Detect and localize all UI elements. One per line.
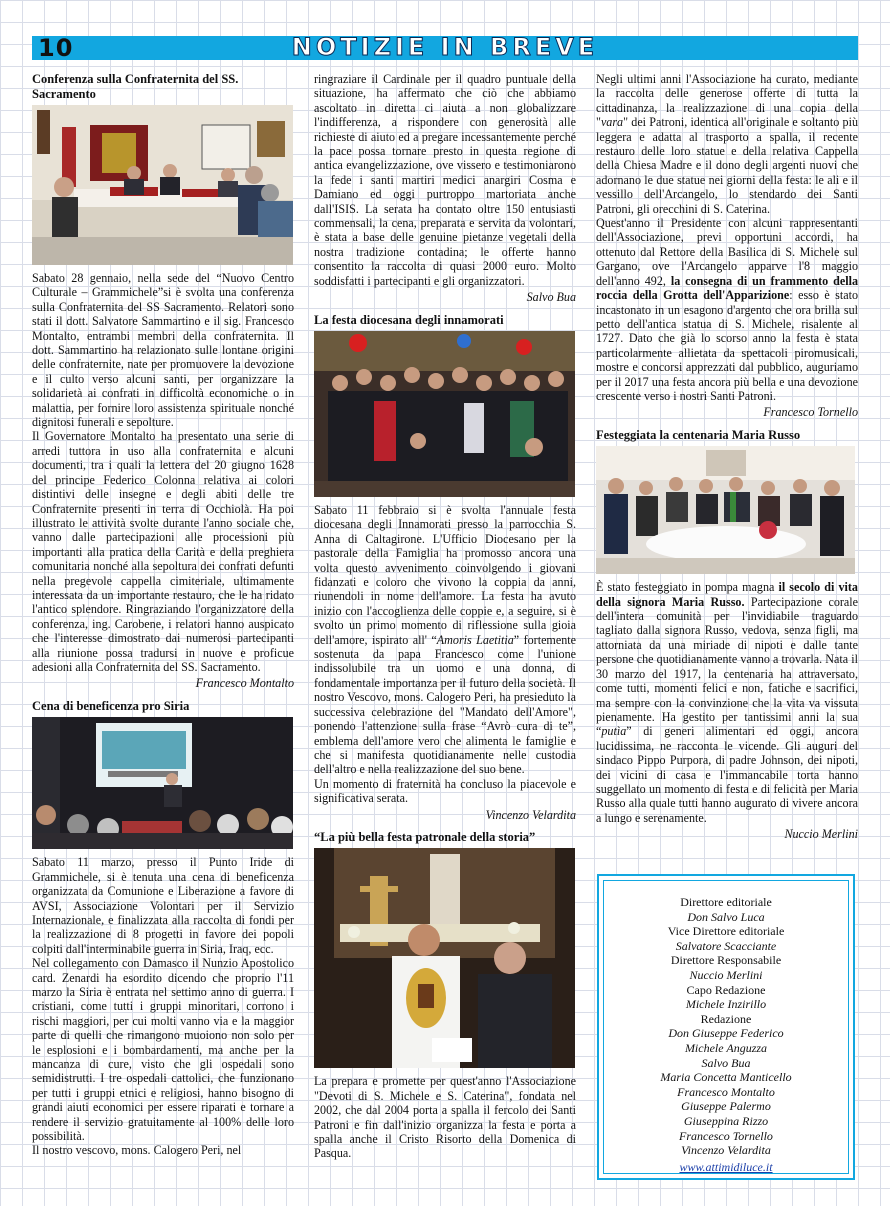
column-middle (314, 72, 576, 1161)
article-body-confraternita (32, 271, 294, 674)
paragraph (314, 503, 576, 777)
article-body-innamorati (314, 503, 576, 806)
editorial-credits-box (597, 874, 855, 1180)
article-title-confraternita: Conferenza sulla Confraternita del SS. Sacramento (32, 72, 239, 101)
page-header (32, 33, 858, 62)
credit-name: Vincenzo Velardita (681, 1143, 771, 1158)
website-link[interactable]: www.attimidiluce.it (679, 1159, 773, 1174)
text-run: Sabato 11 febbraio si è svolta l'annuale festa diocesana degli Innamorati presso la parrocchia S. Anna di Caltagirone. L'Ufficio Diocesano per la pastorale della Famiglia ha promosso ancora una volta questo avvenimento coinvolgendo i giovani fidanzati e coloro che vivono la coppia da anni, riunendoli in nome dell'amore. La festa ha avuto inizio con l'accoglienza delle coppie e, a seguire, si è svolto un primo momento di riflessione sulla gioia dell'amore, ispirato all' “ (314, 503, 576, 647)
credit-name: Salvatore Scacciante (675, 938, 777, 953)
text-run: : esso è stato incastonato in un esagono d'argento che ora brilla sul petto dell'antica statua di S. Michele, risalente al 1727. Dato che già lo scorso anno la festa è stata particolarmente allietata da spettacoli piromusicali, mostre e concorsi apprezzati dal pubblico, auguriamo per il 2017 una festa ancora più bella e una devozione crescente verso i nostri Santi Patroni. (596, 288, 859, 403)
text-run: Quest'anno il Presidente con alcuni rappresentanti dell'Associazione, previ opportuni accordi, ha ottenuto dal Rettore della Basilica di S. Michele sul Gargano, ove l'Arcangelo apparve l'8 maggio dell'anno 492, (596, 216, 858, 288)
column-left (32, 72, 294, 1158)
credit-role: Redazione (700, 1011, 752, 1026)
credit-name: Nuccio Merlini (689, 967, 763, 982)
text-run: Partecipazione corale dell'intera comunità per l'invidiabile traguardo tagliato dalla signora Russo, vedova, senza figli, ma attorniata da una miriade di nipoti e dalle tante persone che quotidianamente vanno a trovarla. Nata il 30 marzo del 1917, la centenaria ha attraversato, come tutti, momenti felici e non, fatiche e sacrifici, ma sempre con la convinzione che la vita va vissuta pienamente. Ha gestito per tantissimi anni la sua “ (596, 594, 858, 739)
paragraph: Il Governatore Montalto ha presentato una serie di arredi tuttora in uso alla confraternita e alcuni documenti, tra i quali la lettera del 20 giugno 1628 del principe Federico Colonna relativa ai colori distintivi delle insegne e degli abiti delle tre Confraternite presenti in terra di Occhiolà. Ha poi illustrato le attività svolte durante l'anno sociale che, vanno dalle partecipazioni alle processioni più importanti alla pratica della Carità e della preghiera comunitaria nonché alla sepoltura dei confrati defunti nella pregevole cappella cimiteriale, ultimamente interessata da un importante restauro, che le ha ridato l'antico splendore. Ringraziando l'organizzatore della conferenza, ing. Carobene, i relatori hanno auspicato che l'interesse dimostrato dai numerosi partecipanti alla riunione possa tradursi in nuove e proficue adesioni alla Confraternita del SS. Sacramento. (32, 429, 294, 674)
credit-role: Direttore Responsabile (670, 953, 782, 968)
article-author-innamorati: Vincenzo Velardita (485, 807, 576, 822)
photo-centenaria (596, 446, 855, 574)
photo-festa-innamorati (314, 331, 575, 497)
credit-name: Don Giuseppe Federico (668, 1026, 784, 1041)
text-run: È stato festeggiato in pompa magna (596, 580, 779, 595)
column-right (596, 72, 858, 850)
paragraph (596, 72, 858, 216)
article-body-festa-patronale-continued (596, 72, 858, 403)
bold-text: la consegna di un frammento della roccia della Grotta dell'Apparizione (596, 273, 858, 303)
article-author-festa-patronale: Francesco Tornello (763, 405, 858, 420)
credit-name: Francesco Tornello (679, 1128, 773, 1143)
text-run: ” di generi alimentari ed oggi, ancora lucidissima, ne racconta le vicende. Gli auguri del sindaco Pippo Purpora, di padre Johnson, dei nipoti, dei vicini di casa e l'immancabile torta hanno suggellato un momento di festa e di felicità per Maria Russo alla quale tutti hanno augurato di vivere ancora a lungo e serenamente. (596, 724, 858, 825)
article-title-siria: Cena di beneficenza pro Siria (32, 698, 190, 713)
credit-name: Don Salvo Luca (687, 909, 765, 924)
text-run: Negli ultimi anni l'Associazione ha curato, mediante la raccolta delle generose offerte di tutta la cittadinanza, la realizzazione di una copia della " (596, 72, 858, 130)
article-author-centenaria: Nuccio Merlini (784, 827, 858, 842)
bold-text: il secolo di vita della signora Maria Russo. (596, 580, 858, 609)
paragraph (596, 216, 858, 403)
photo-cena-siria (32, 717, 293, 849)
credit-role: Vice Direttore editoriale (667, 924, 785, 939)
paragraph: Nel collegamento con Damasco il Nunzio Apostolico card. Zenardi ha esordito dicendo che proprio l'11 marzo la Siria è entrata nel settimo anno di guerra. I cristiani, come tutti i gruppi minoritari, corrono i rischi maggiori, per cui molti vanno via e la maggior parte di quelli che rimangono muoiono non solo per le esplosioni e i bombardamenti, ma anche per la mancanza di cure, visto che gli ospedali sono semidistrutti. I tre ospedali cattolici, che funzionano per tutti i gruppi etnici e religiosi, hanno bisogno di grandi aiuti economici per essere riparati e tornare a rendere il servizio gratuitamente al 100% delle loro possibilità. (32, 956, 294, 1143)
emphasis-text: putìa (601, 724, 627, 739)
article-title-festa-patronale: “La più bella festa patronale della storia” (314, 829, 536, 844)
paragraph: Sabato 11 marzo, presso il Punto Iride di Grammichele, si è tenuta una cena di beneficenza organizzata da Comunione e Liberazione a favore di AVSI, Associazione Volontari per il Servizio Internazionale, e finalizzata alla raccolta di fondi per la realizzazione di 8 progetti in favore dei popoli colpiti dall'interminabile guerra in Siria, Iraq, ecc. (32, 855, 294, 956)
article-body-festa-patronale (314, 1074, 576, 1160)
credit-role: Direttore editoriale (680, 895, 772, 909)
credit-name: Michele Anguzza (684, 1040, 768, 1055)
credit-name: Francesco Montalto (677, 1084, 775, 1099)
emphasis-text: Amoris Laetitia (436, 632, 514, 647)
article-body-siria-continued (314, 72, 576, 288)
photo-conferenza-confraternita (32, 105, 293, 265)
text-run: ” fortemente sostenuta da papa Francesco come l'unione indissolubile tra un uomo e una donna, di fondamentale importanza per il futuro della società. Il nostro Vescovo, mons. Calogero Peri, ha presieduto la successiva celebrazione del "Mandato dell'Amore", ponendo l'attenzione sulla frase “Avrò cura di te”, emblema dell'amore vero che alimenta le famiglie e che si manifesta quotidianamente nelle custodia dell'altro e nella realizzazione del suo bene. (314, 632, 576, 777)
paragraph: La prepara e promette per quest'anno l'Associazione "Devoti di S. Michele e S. Caterina", fondata nel 2002, che dal 2004 porta a spalla il fercolo dei Santi Patroni e fin dall'inizio organizza la festa e porta a spalla anche il Cristo Risorto della Domenica di Pasqua. (314, 1074, 576, 1161)
text-run: " dei Patroni, identica all'originale e soltanto più leggera e adatta al trasporto a spalla, il recente restauro delle loro statue e della relativa Cappella della Chiesa Madre e il dono degli argenti nuovi che adornano le due statue nei giorni della festa: le ali e il vessillo dell'Arcangelo, lo stendardo dei Santi Patroni, gli orecchini di S. Caterina. (596, 115, 858, 216)
credit-name: Maria Concetta Manticello (660, 1070, 792, 1085)
paragraph: Sabato 28 gennaio, nella sede del “Nuovo Centro Culturale – Grammichele”si è svolta una conferenza sulla Confraternita del SS Sacramento. Relatori sono stati il dott. Salvatore Sammartino e il sig. Francesco Montalto, entrambi membri della confraternita. Il dott. Sammartino ha relazionato sulle lontane origini delle confraternite, nate per promuovere la devozione e il culto verso alcuni santi, per organizzare la solidarietà ai confrati in difficoltà economiche o in malattia, per fornire loro assistenza spirituale nonché dignitosi funerali e sepolture. (32, 271, 294, 430)
paragraph (596, 580, 858, 825)
credit-role: Capo Redazione (686, 982, 766, 997)
page-number: 10 (38, 34, 74, 62)
credit-name: Salvo Bua (701, 1055, 751, 1070)
credit-name: Giuseppina Rizzo (683, 1113, 769, 1128)
credit-name: Giuseppe Palermo (681, 1099, 771, 1114)
photo-festa-patronale (314, 848, 575, 1068)
article-author-siria: Salvo Bua (526, 290, 576, 305)
editorial-credits-inner (603, 880, 849, 1174)
article-body-centenaria (596, 580, 858, 825)
article-author-confraternita: Francesco Montalto (195, 676, 294, 691)
paragraph: ringraziare il Cardinale per il quadro puntuale della situazione, ha affermato che ciò che abbiamo ascoltato in diretta ci aiuta a non globalizzare l'indifferenza, a rispondere con generosità alle richieste di aiuto ed a pregare incessantemente perché la pace possa tornare presto in questa regione di antica evangelizzazione, ove vissero e testimoniarono la fede i santi martiri medici anargiri Cosma e Damiano ed oggi purtroppo martoriata anche dall'ISIS. La serata ha contato oltre 150 entusiasti commensali, la cena, preparata e servita da volontari, è stata a base delle genuine pietanze vegetali della nostra tradizione contadina; le offerte hanno consentito la raccolta di quasi 2000 euro. Molto soddisfatti i partecipanti e gli organizzatori. (314, 72, 576, 288)
emphasis-text: vara (600, 115, 624, 130)
credit-name: Michele Inzirillo (685, 997, 767, 1012)
section-title: NOTIZIE IN BREVE (291, 33, 599, 61)
paragraph: Il nostro vescovo, mons. Calogero Peri, nel (32, 1143, 242, 1158)
article-title-centenaria: Festeggiata la centenaria Maria Russo (596, 427, 801, 442)
article-body-siria (32, 855, 294, 1158)
article-title-innamorati: La festa diocesana degli innamorati (314, 312, 504, 327)
paragraph: Un momento di fraternità ha concluso la piacevole e significativa serata. (314, 776, 576, 806)
